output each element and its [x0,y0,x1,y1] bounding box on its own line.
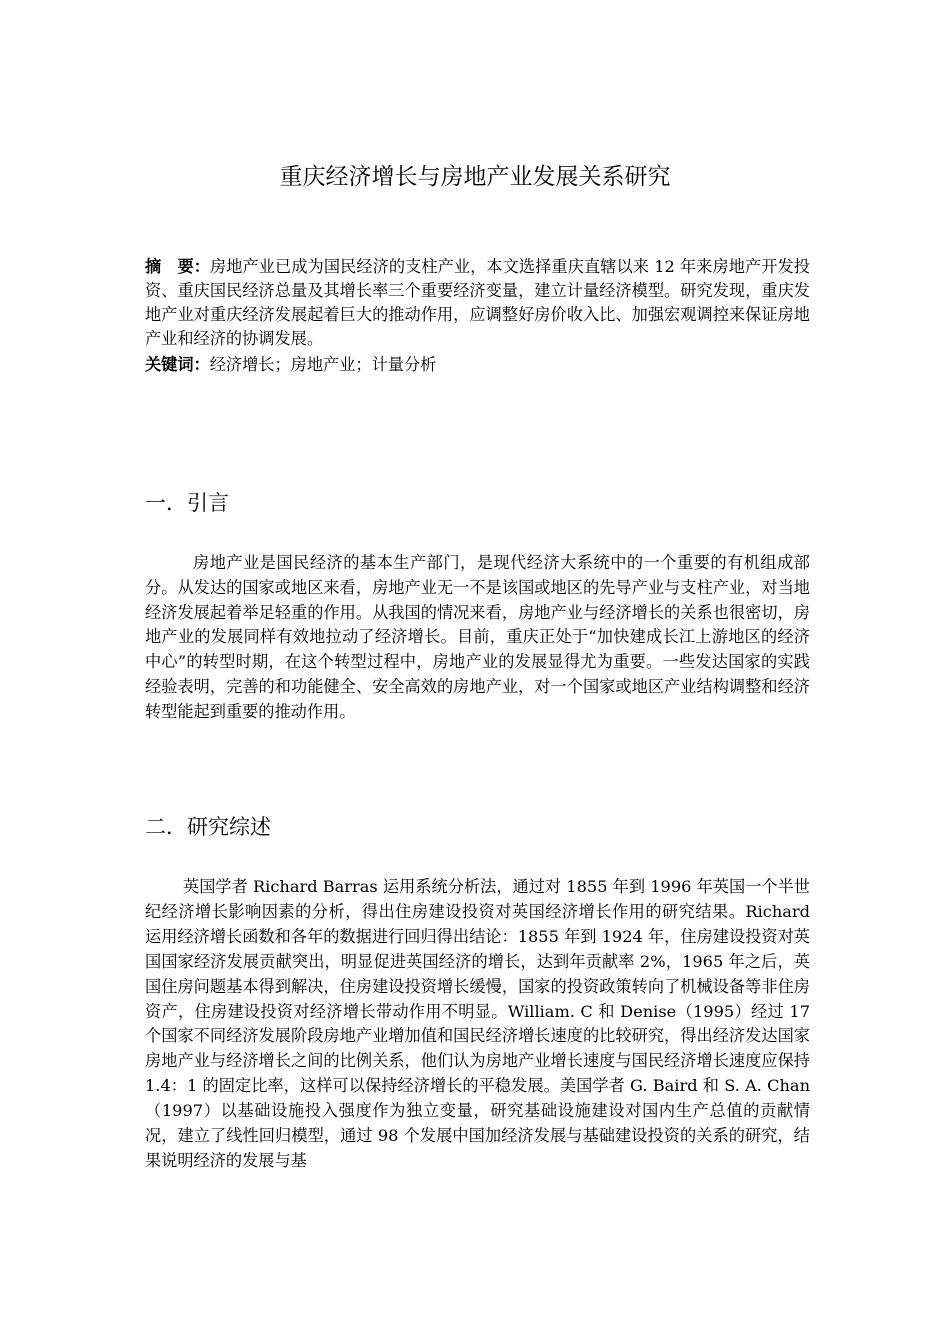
abstract-text: 房地产业已成为国民经济的支柱产业，本文选择重庆直辖以来 12 年来房地产开发投资、重庆国民经济总量及其增长率三个重要经济变量，建立计量经济模型。研究发现，重庆发地产业对重庆经济发展起着巨大的推动作用，应调整好房价收入比、加强宏观调控来保证房地产业和经济的协调发展。 [145,257,810,348]
section-heading-introduction: 一．引言 [145,491,229,515]
abstract [145,255,810,351]
paper-title: 重庆经济增长与房地产业发展关系研究 [279,164,671,190]
abstract-label: 摘 要： [145,257,211,276]
keywords-label: 关键词： [145,355,210,374]
section-paragraph-introduction: 房地产业是国民经济的基本生产部门，是现代经济大系统中的一个重要的有机组成部分。从发达的国家或地区来看，房地产业无一不是该国或地区的先导产业与支柱产业，对当地经济发展起着举足轻重的作用。从我国的情况来看，房地产业与经济增长的关系也很密切，房地产业的发展同样有效地拉动了经济增长。目前，重庆正处于“加快建成长江上游地区的经济中心”的转型时期，在这个转型过程中，房地产业的发展显得尤为重要。一些发达国家的实践经验表明，完善的和功能健全、安全高效的房地产业，对一个国家或地区产业结构调整和经济转型能起到重要的推动作用。 [145,553,810,721]
section-paragraph-literature-review: 英国学者 Richard Barras 运用系统分析法，通过对 1855 年到 1996 年英国一个半世纪经济增长影响因素的分析，得出住房建设投资对英国经济增长作用的研究结果。Richard 运用经济增长函数和各年的数据进行回归得出结论：1855 年到 1924 年，住房建设投资对英国国家经济发展贡献突出，明显促进英国经济的增长，达到年贡献率 2%，1965 年之后，英国住房问题基本得到解决，住房建设投资增长缓慢，国家的投资政策转向了机械设备等非住房资产，住房建设投资对经济增长带动作用不明显。William. C 和 Denise（1995）经过 17 个国家不同经济发展阶段房地产业增加值和国民经济增长速度的比较研究，得出经济发达国家房地产业与经济增长之间的比例关系，他们认为房地产业增长速度与国民经济增长速度应保持 1.4：1 的固定比率，这样可以保持经济增长的平稳发展。美国学者 G. Baird 和 S. A. Chan（1997）以基础设施投入强度作为独立变量，研究基础设施建设对国内生产总值的贡献情况，建立了线性回归模型，通过 98 个发展中国加经济发展与基础建设投资的关系的研究，结果说明经济的发展与基 [145,877,810,1170]
keywords [145,353,810,377]
keywords-text: 经济增长；房地产业；计量分析 [209,355,437,374]
section-heading-literature-review: 二．研究综述 [145,815,271,839]
